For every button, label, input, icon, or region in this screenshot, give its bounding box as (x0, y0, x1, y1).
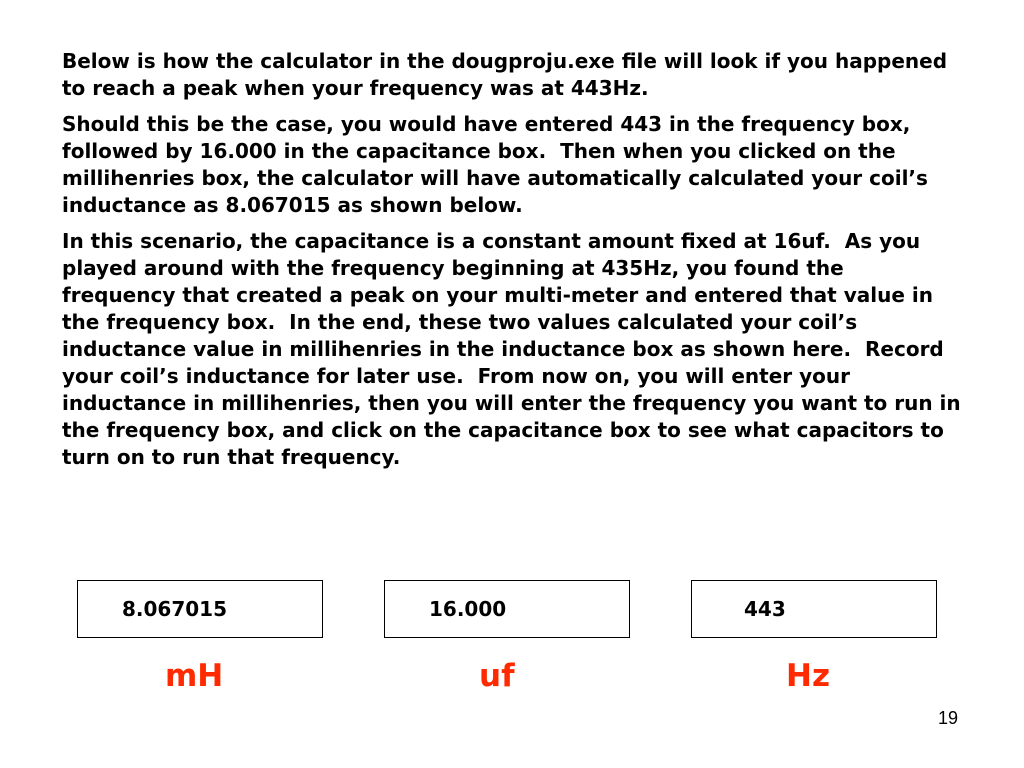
frequency-unit-label: Hz (786, 658, 830, 694)
inductance-box: 8.067015 (77, 580, 323, 638)
frequency-box: 443 (691, 580, 937, 638)
capacitance-unit-label: uf (479, 658, 515, 694)
paragraph-scenario: In this scenario, the capacitance is a constant amount fixed at 16uf. As you played around with the frequency beginning at 435Hz, you found the frequency that created a peak on your multi-meter and entered that value in the frequency box. In the end, these two values calculated your coil’s inductance value in millihenries in the inductance box as shown here. Record your coil’s inductance for later use. From now on, you will enter your inductance in millihenries, then you will enter the frequency you want to run in the frequency box, and click on the capacitance box to see what capacitors to turn on to run that frequency. (62, 229, 968, 469)
body-text (62, 48, 968, 480)
inductance-unit-label: mH (165, 658, 224, 694)
page-number: 19 (938, 708, 959, 728)
paragraph-example: Should this be the case, you would have entered 443 in the frequency box, followed by 16.000 in the capacitance box. Then when you clicked on the millihenries box, the calculator will have automatically calculated your coil’s inductance as 8.067015 as shown below. (62, 112, 935, 217)
paragraph-intro: Below is how the calculator in the dougproju.exe file will look if you happened to reach a peak when your frequency was at 443Hz. (62, 49, 955, 100)
capacitance-box: 16.000 (384, 580, 630, 638)
